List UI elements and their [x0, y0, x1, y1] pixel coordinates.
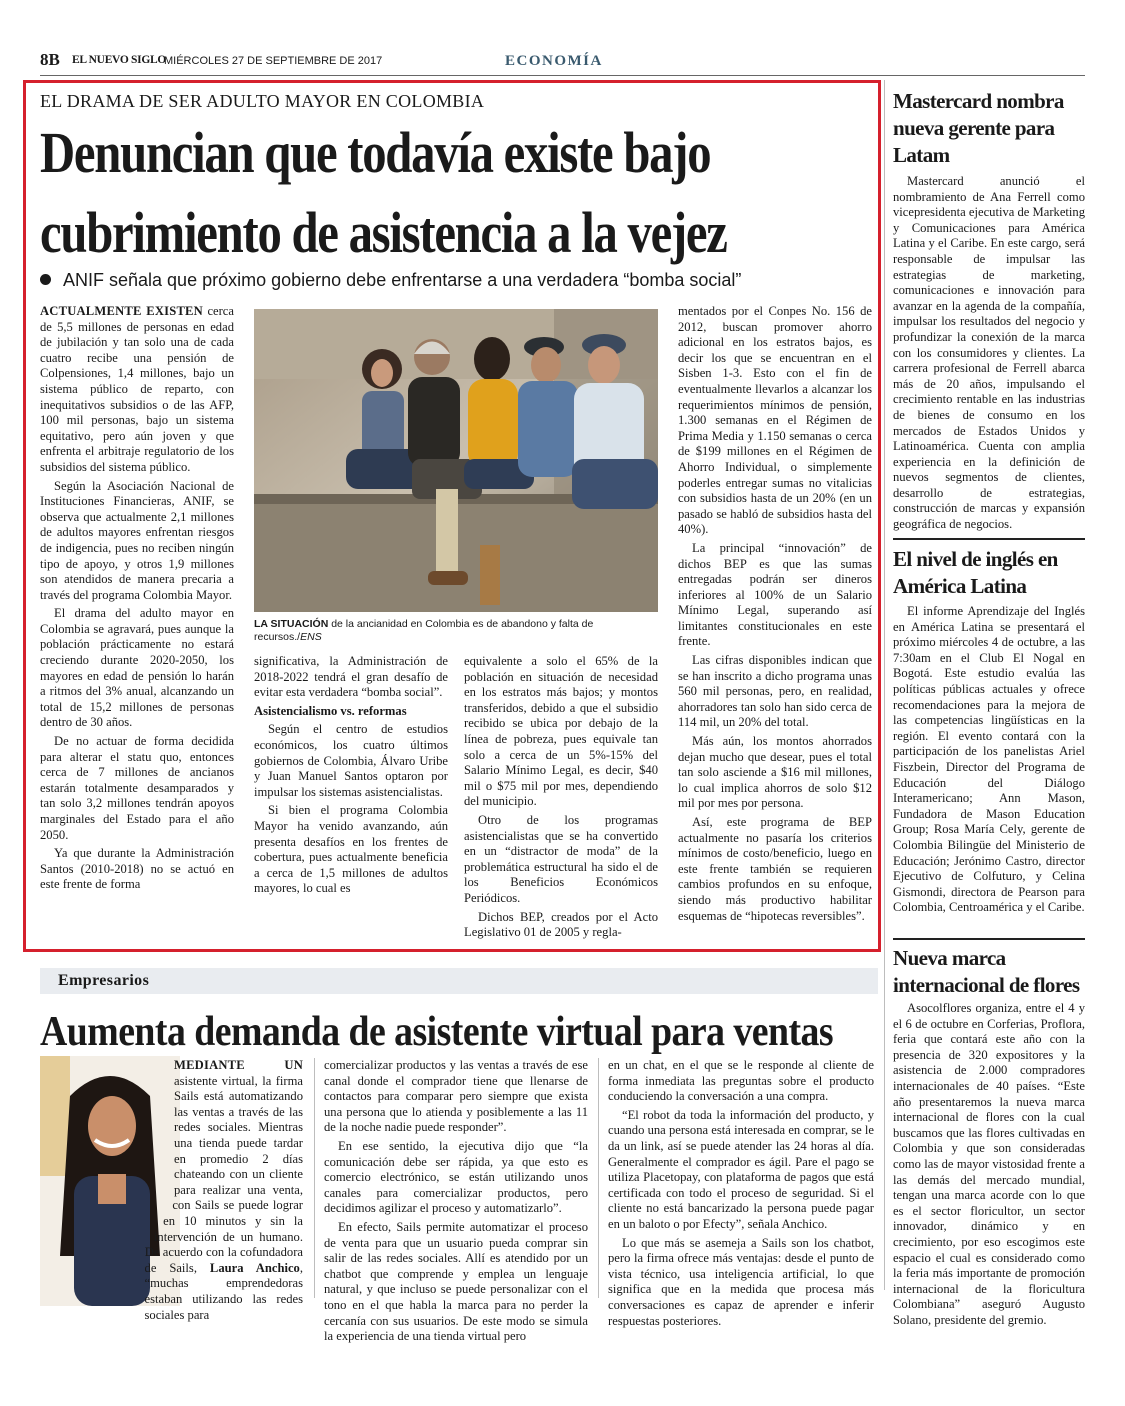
photo-caption: [254, 618, 658, 644]
column-rule: [884, 80, 885, 1290]
paragraph: Dichos BEP, creados por el Acto Legislativo 01 de 2005 y regla-: [464, 909, 658, 940]
paragraph: “El robot da toda la información del producto, y cuando una persona está interesada en comprar, se le da un link, así se puede atender las 24 horas al día. Generalmente el comprador es ágil. Pare el pago se utiliza Placetopay, con plataforma de pagos que está certificada con todo el proceso de seguridad. Si el cliente no está bancarizado la persona puede pagar en un baloto o por Efecty”, señala Anchico.: [608, 1107, 874, 1231]
caption-lead: LA SITUACIÓN: [254, 618, 329, 630]
paragraph: El drama del adulto mayor en Colombia se agravará, pues aunque la población prácticamente no estará creciendo durante 2020-2050, los mayores en edad de pensión lo harán a ritmos del 3% anual, alcanzando un total de 15,2 millones de personas dentro de 30 años.: [40, 606, 234, 730]
article-column-3: [464, 654, 658, 944]
issue-date: MIÉRCOLES 27 DE SEPTIEMBRE DE 2017: [164, 55, 383, 67]
paragraph: De no actuar de forma decidida para alterar el statu quo, entonces cerca de 7 millones de ancianos estarán totalmente desamparados y tan solo 3,2 millones tendrán apoyos marginales del Estado para el año 2050.: [40, 734, 234, 842]
paragraph: El informe Aprendizaje del Inglés en América Latina se presentará el próximo miércoles 4 de octubre, a las 7:30am en el Club El Nogal en Bogotá. Este estudio evalúa las políticas públicas actuales y ofrece recomendaciones para la mejora de las competencias lingüísticas en la región. El evento contará con la participación de los panelistas Ariel Fiszbein, Director del Programa de Educación del Diálogo Interamericano; Ann Mason, Fundadora de Mason Education Group; Rosa María Cely, gerente de Colombia Bilingüe del Ministerio de Educación; Jerónimo Castro, director Ejecutivo de Colfuturo, y Celina Gismondi, directora de Pearson para Colombia, Centroamérica y el Caribe.: [893, 604, 1085, 915]
sidebar-headline: Nueva marca internacional de flores: [893, 946, 1080, 997]
paragraph: equivalente a solo el 65% de la población en situación de necesidad en los estratos más bajos; y montos transferidos, debido a que el subsidio recibido se ubica por debajo de la línea de pobreza, pues equivale tan solo a cerca de un 5%-15% del Salario Mínimo Legal, es decir, $40 mil o $75 mil por mes, dependiendo del municipio.: [464, 654, 658, 809]
article-column-1: [40, 304, 234, 896]
paragraph: Las cifras disponibles indican que se han inscrito a dicho programa unas 560 mil personas, pero, en realidad, ahorradores tan solo han sido cerca de 114 mil, un 20% del total.: [678, 653, 872, 730]
section-bar: [40, 968, 878, 994]
paragraph: Asocolflores organiza, entre el 4 y el 6 de octubre en Corferias, Proflora, feria que contará este año con la presencia de 320 expositores y la asistencia de 2.000 compradores internacionales de 40 países. “Este año presentaremos la nueva marca internacional de flores con la cual buscamos que las flores cultivadas en Colombia y que son consideradas como las de mayor vistosidad frente a las demás del mercado mundial, tengan una marca acorde con lo que es el sector floricultor, un sector innovador, dinámico y en crecimiento, por eso escogimos este espacio el cual es considerado como la feria más importante de promoción internacional de la floricultura Colombiana” aseguró Augusto Solano, presidente del gremio.: [893, 1001, 1085, 1327]
page-number: 8B: [40, 50, 60, 69]
photo-illustration: [254, 309, 658, 612]
person-name: Laura Anchico: [209, 1260, 300, 1275]
section-label: Empresarios: [58, 972, 150, 989]
article-headline: Aumenta demanda de asistente virtual para ventas: [40, 1009, 834, 1055]
bullet-icon: [40, 274, 51, 285]
article-headline: [40, 122, 737, 264]
article-column-4: [678, 304, 872, 927]
paragraph: comercializar productos y las ventas a través de ese canal donde el comprador tiene que llenarse de contactos para comparar pero siempre que exista una persona que lo atienda y posiblemente a las 11 de la noche nadie puede responder”.: [324, 1058, 588, 1135]
paragraph: significativa, la Administración de 2018-2022 tendrá el gran desafío de evitar esta verdadera “bomba social”.: [254, 654, 448, 700]
article-deck: [40, 270, 741, 291]
paragraph: Así, este programa de BEP actualmente no pasaría los criterios mínimos de costo/beneficio, luego en este frente también se requieren cambios profundos en su enfoque, siendo más productivo habilitar esquemas de “hipotecas reversibles”.: [678, 815, 872, 923]
headline-line-2: cubrimiento de asistencia a la vejez: [40, 200, 727, 265]
lead-in: ACTUALMENTE EXISTEN: [40, 304, 203, 318]
paragraph: mentados por el Conpes No. 156 de 2012, buscan promover ahorro adicional en los estratos bajos, es decir los que se encuentran en el Sisben 1-3. Esto con el fin de eventualmente llevarlos a alcanzar los requerimientos mínimos de pensión, 1.300 semanas en el Régimen de Prima Media y 1.150 semanas o cerca de $199 millones en el Régimen de Ahorro Individual, o simplemente poderles entregar sumas no vitalicias con subsidios hasta de un 20% (en un pasado se habló de subsidios hasta del 40%).: [678, 304, 872, 537]
sidebar-divider: [893, 538, 1085, 540]
paragraph: En efecto, Sails permite automatizar el proceso de venta para que un usuario pueda comprar sin salir de las redes sociales. Allí es atendido por un chatbot que comprende y emplea un lenguaje natural, y que incluso se puede personalizar con el tono en el que habla la marca para no perder la cercanía con sus usuarios. De este modo se simula la experiencia de una tienda virtual pero: [324, 1219, 588, 1344]
article-column-3: [608, 1058, 874, 1332]
deck-text: ANIF señala que próximo gobierno debe enfrentarse a una verdadera “bomba social”: [63, 270, 742, 290]
section-name: ECONOMÍA: [505, 53, 603, 69]
lead-in: MEDIANTE UN: [174, 1058, 303, 1072]
newspaper-name: EL NUEVO SIGLO: [72, 54, 166, 66]
paragraph: Si bien el programa Colombia Mayor ha venido avanzando, aún presenta desafíos en los frentes de cobertura, pues actualmente beneficia a cerca de 1,5 millones de adultos mayores, lo cual es: [254, 803, 448, 896]
paragraph-text: asistente virtual, la firma Sails está automatizando las ventas a través de las redes sociales. Mientras una tienda puede tardar en promedio 2 días chateando con un cliente para realizar una venta, con Sails se puede lograr en 10 minutos y sin la intervención de un humano. De acuerdo con la cofundadora de Sails,: [144, 1073, 303, 1275]
paragraph: Según el centro de estudios económicos, los cuatro últimos gobiernos de Colombia, Álvaro Uribe y Juan Manuel Santos optaron por impulsar los sistemas asistencialistas.: [254, 722, 448, 799]
sidebar-story: [893, 174, 1085, 536]
paragraph: Mastercard anunció el nombramiento de Ana Ferrell como vicepresidenta ejecutiva de Marketing y Comunicaciones para América Latina y el Caribe. En este cargo, será responsable de impulsar las estrategias de marketing, comunicaciones e innovación para avanzar en la agenda de la compañía, impulsar los resultados del negocio y profundizar la conexión de la marca con los consumidores y clientes. La carrera profesional de Ferrell abarca más de 20 años, impulsando el crecimiento rentable en las industrias de bienes de consumo en los mercados de Estados Unidos y Latinoamérica. Cuenta con amplia experiencia en la definición de nuevos segmentos de clientes, desarrollo de estrategias, construcción de marcas y expansión geográfica de negocios.: [893, 174, 1085, 532]
caption-text: de la ancianidad en Colombia es de abandono y falta de recursos./: [254, 618, 594, 643]
headline-line-1: Denuncian que todavía existe bajo: [40, 120, 711, 185]
paragraph-text: cerca de 5,5 millones de personas en edad de jubilación y tan solo una de cada cuatro recibe una pensión de Colpensiones, 1,4 millones, bajo un sistema público de reparto, con inequitativos subsidios o de las AFP, 100 mil personas, bajo un sistema equitativo, pero aún joven y que enfrenta el arbitraje regulatorio de los subsidios del sistema público.: [40, 304, 234, 474]
caption-credit: ENS: [300, 631, 322, 643]
paragraph: [40, 304, 234, 476]
article-column-2: [254, 654, 448, 900]
paragraph: Ya que durante la Administración Santos (2010-2018) no se actuó en este frente de forma: [40, 846, 234, 892]
paragraph: Lo que más se asemeja a Sails son los chatbot, pero la firma ofrece más ventajas: desde el punto de vista técnico, usa inteligencia artificial, lo que significa que en la medida que procesa más conversaciones es capaz de aprender e inferir respuestas posteriores.: [608, 1235, 874, 1328]
article-column-2: [324, 1058, 588, 1348]
header-rule: [40, 75, 1085, 76]
sidebar-story: [893, 1001, 1085, 1331]
paragraph: Según la Asociación Nacional de Instituciones Financieras, ANIF, se observa que actualmente 2,1 millones de adultos mayores enfrentan riesgos de indigencia, pues no reciben ningún tipo de apoyo, y otros 1,9 millones son atendidos de manera precaria a través del programa Colombia Mayor.: [40, 478, 234, 602]
paragraph: La principal “innovación” de dichos BEP es que las sumas entregadas podrán ser dineros inferiores al 100% de un Salario Mínimo Legal, superando así limitantes constitucionales en este frente.: [678, 540, 872, 649]
paragraph: en un chat, en el que se le responde al cliente de forma inmediata las preguntas sobre el producto conduciendo la conversación a una compra.: [608, 1058, 874, 1104]
paragraph: Más aún, los montos ahorrados dejan mucho que desear, pues el total tan solo asciende a $16 mil millones, lo cual implica ahorros de solo $12 mil por mes por persona.: [678, 734, 872, 811]
article-column-1: [40, 1058, 303, 1326]
article-kicker: EL DRAMA DE SER ADULTO MAYOR EN COLOMBIA: [40, 91, 485, 111]
column-rule: [598, 1058, 599, 1298]
sidebar-divider: [893, 938, 1085, 940]
column-rule: [314, 1058, 315, 1298]
sidebar-headline: El nivel de inglés en América Latina: [893, 547, 1058, 598]
article-subhead: Asistencialismo vs. reformas: [254, 703, 407, 718]
paragraph-text: , “muchas emprendedoras estaban utilizando las redes sociales para: [144, 1260, 303, 1322]
elderly-people-photo: [254, 309, 658, 612]
sidebar-headline: Mastercard nombra nueva gerente para Latam: [893, 89, 1064, 167]
paragraph: En ese sentido, la ejecutiva dijo que “la comunicación debe ser rápida, ya que esto es comercio electrónico, se están utilizando unos canales para comercializar productos, pero decidimos agilizar el proceso y automatizarlo”.: [324, 1138, 588, 1216]
sidebar-story: [893, 604, 1085, 919]
paragraph: Otro de los programas asistencialistas que se ha convertido en un “distractor de moda” de la problemática estructural ha sido el de los Beneficios Económicos Periódicos.: [464, 812, 658, 905]
